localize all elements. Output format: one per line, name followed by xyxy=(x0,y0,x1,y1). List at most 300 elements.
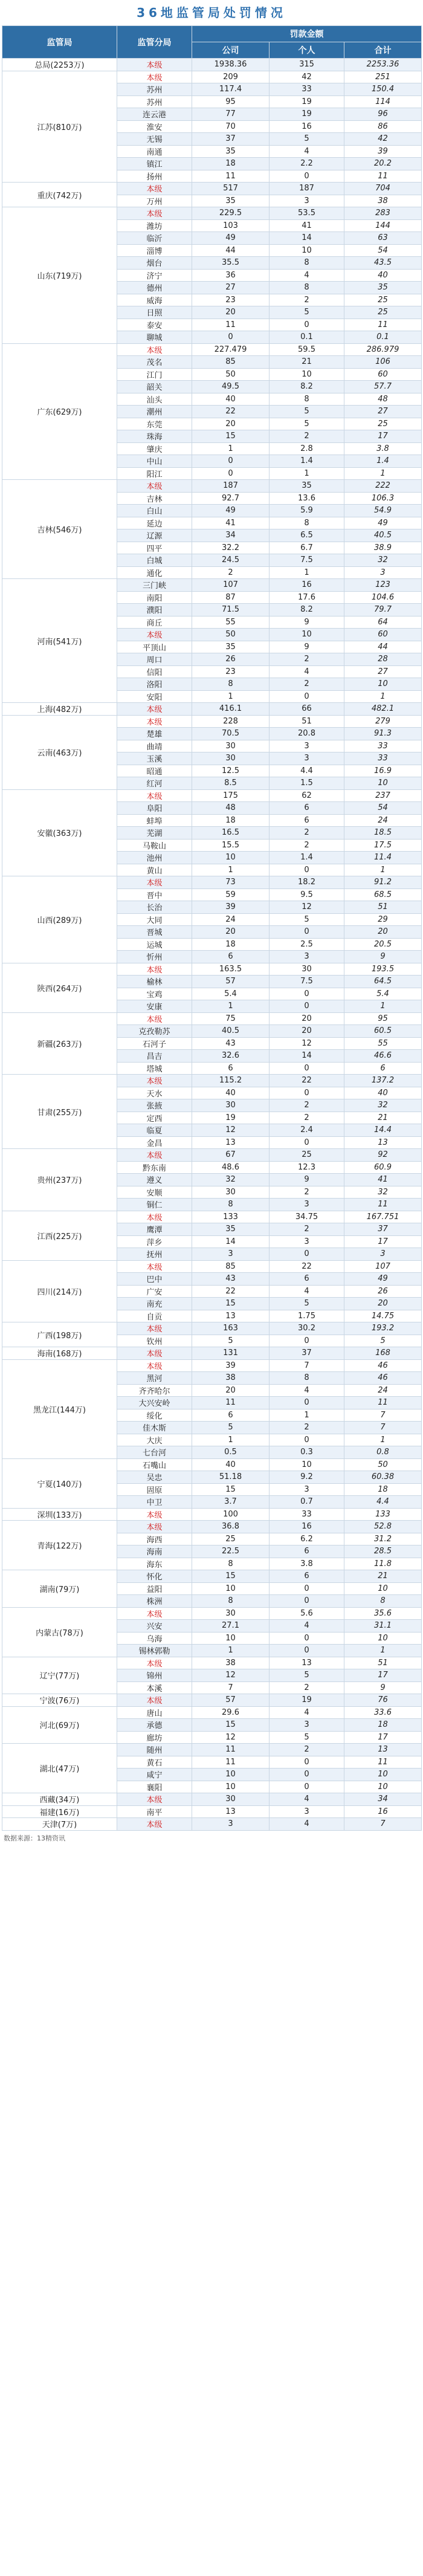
total-fine-cell: 16.9 xyxy=(344,765,422,777)
individual-fine-cell: 9 xyxy=(270,1174,344,1186)
company-fine-cell: 13 xyxy=(192,1136,270,1149)
table-row xyxy=(2,1793,422,1806)
branch-cell: 忻州 xyxy=(117,951,192,963)
bureau-cell: 四川(214万) xyxy=(2,1260,117,1322)
individual-fine-cell: 2 xyxy=(270,1681,344,1694)
bureau-cell: 安徽(363万) xyxy=(2,789,117,876)
company-fine-cell: 2 xyxy=(192,566,270,579)
company-fine-cell: 131 xyxy=(192,1347,270,1360)
company-fine-cell: 44 xyxy=(192,244,270,257)
individual-fine-cell: 17.6 xyxy=(270,591,344,604)
branch-cell: 泰安 xyxy=(117,319,192,331)
total-fine-cell: 283 xyxy=(344,207,422,220)
company-fine-cell: 85 xyxy=(192,356,270,369)
branch-cell: 中山 xyxy=(117,455,192,468)
company-fine-cell: 30 xyxy=(192,752,270,765)
total-fine-cell: 95 xyxy=(344,1012,422,1025)
individual-fine-cell: 8.2 xyxy=(270,604,344,616)
branch-cell: 本级 xyxy=(117,480,192,493)
total-fine-cell: 18.5 xyxy=(344,827,422,840)
branch-cell: 本级 xyxy=(117,703,192,716)
company-fine-cell: 209 xyxy=(192,71,270,83)
individual-fine-cell: 2 xyxy=(270,1099,344,1112)
company-fine-cell: 41 xyxy=(192,517,270,529)
total-fine-cell: 25 xyxy=(344,294,422,306)
branch-cell: 南阳 xyxy=(117,591,192,604)
individual-fine-cell: 42 xyxy=(270,71,344,83)
company-fine-cell: 103 xyxy=(192,219,270,232)
table-row xyxy=(2,1694,422,1707)
individual-fine-cell: 3 xyxy=(270,1805,344,1818)
individual-fine-cell: 0.1 xyxy=(270,331,344,344)
total-fine-cell: 38.9 xyxy=(344,542,422,554)
individual-fine-cell: 12 xyxy=(270,1037,344,1050)
branch-cell: 巴中 xyxy=(117,1273,192,1286)
individual-fine-cell: 4 xyxy=(270,1706,344,1719)
company-fine-cell: 1 xyxy=(192,690,270,703)
total-fine-cell: 17.5 xyxy=(344,839,422,852)
branch-cell: 南通 xyxy=(117,145,192,158)
total-fine-cell: 144 xyxy=(344,219,422,232)
total-fine-cell: 46.6 xyxy=(344,1050,422,1063)
individual-fine-cell: 2 xyxy=(270,827,344,840)
total-fine-cell: 11.4 xyxy=(344,852,422,864)
total-fine-cell: 64 xyxy=(344,616,422,629)
company-fine-cell: 39 xyxy=(192,1359,270,1372)
table-row xyxy=(2,1744,422,1756)
company-fine-cell: 70.5 xyxy=(192,728,270,740)
branch-cell: 安阳 xyxy=(117,690,192,703)
table-row xyxy=(2,1570,422,1583)
total-fine-cell: 34 xyxy=(344,1793,422,1806)
individual-fine-cell: 0 xyxy=(270,1136,344,1149)
bureau-cell: 吉林(546万) xyxy=(2,480,117,579)
header-row-1 xyxy=(2,26,422,42)
total-fine-cell: 91.2 xyxy=(344,876,422,889)
total-fine-cell: 25 xyxy=(344,418,422,430)
branch-cell: 芜湖 xyxy=(117,827,192,840)
bureau-cell: 贵州(237万) xyxy=(2,1149,117,1211)
branch-cell: 本级 xyxy=(117,71,192,83)
table-row xyxy=(2,1347,422,1360)
individual-fine-cell: 53.5 xyxy=(270,207,344,220)
total-fine-cell: 33 xyxy=(344,740,422,752)
total-fine-cell: 24 xyxy=(344,1384,422,1397)
total-fine-cell: 11 xyxy=(344,319,422,331)
company-fine-cell: 15 xyxy=(192,1719,270,1732)
company-fine-cell: 67 xyxy=(192,1149,270,1162)
table-row xyxy=(2,1075,422,1087)
total-fine-cell: 14.4 xyxy=(344,1124,422,1137)
company-fine-cell: 20 xyxy=(192,306,270,319)
company-fine-cell: 27 xyxy=(192,282,270,294)
company-fine-cell: 1938.36 xyxy=(192,59,270,71)
total-fine-cell: 123 xyxy=(344,579,422,592)
total-fine-cell: 7 xyxy=(344,1409,422,1422)
total-fine-cell: 251 xyxy=(344,71,422,83)
branch-cell: 临夏 xyxy=(117,1124,192,1137)
total-fine-cell: 37 xyxy=(344,1223,422,1236)
individual-fine-cell: 13 xyxy=(270,1657,344,1669)
total-fine-cell: 55 xyxy=(344,1037,422,1050)
branch-cell: 江门 xyxy=(117,368,192,381)
total-fine-cell: 1 xyxy=(344,864,422,876)
individual-fine-cell: 1 xyxy=(270,1409,344,1422)
individual-fine-cell: 9 xyxy=(270,641,344,653)
company-fine-cell: 49 xyxy=(192,505,270,517)
bureau-cell: 深圳(133万) xyxy=(2,1508,117,1521)
total-fine-cell: 26 xyxy=(344,1285,422,1298)
total-fine-cell: 63 xyxy=(344,232,422,245)
individual-fine-cell: 5.9 xyxy=(270,505,344,517)
branch-cell: 石嘴山 xyxy=(117,1458,192,1471)
bureau-cell: 总局(2253万) xyxy=(2,59,117,71)
individual-fine-cell: 30.2 xyxy=(270,1322,344,1335)
total-fine-cell: 40 xyxy=(344,269,422,282)
bureau-cell: 江西(225万) xyxy=(2,1211,117,1260)
company-fine-cell: 6 xyxy=(192,1062,270,1075)
total-fine-cell: 54 xyxy=(344,802,422,815)
company-fine-cell: 3 xyxy=(192,1818,270,1831)
individual-fine-cell: 2 xyxy=(270,1223,344,1236)
individual-fine-cell: 10 xyxy=(270,1458,344,1471)
branch-cell: 塔城 xyxy=(117,1062,192,1075)
individual-fine-cell: 5.6 xyxy=(270,1607,344,1620)
individual-fine-cell: 8.2 xyxy=(270,381,344,393)
header-individual: 个人 xyxy=(270,42,344,59)
branch-cell: 锡林郭勒 xyxy=(117,1645,192,1657)
total-fine-cell: 91.3 xyxy=(344,728,422,740)
branch-cell: 万州 xyxy=(117,195,192,207)
individual-fine-cell: 19 xyxy=(270,95,344,108)
total-fine-cell: 11 xyxy=(344,1199,422,1211)
individual-fine-cell: 1.75 xyxy=(270,1310,344,1322)
table-row xyxy=(2,1818,422,1831)
company-fine-cell: 15 xyxy=(192,1570,270,1583)
branch-cell: 四平 xyxy=(117,542,192,554)
individual-fine-cell: 66 xyxy=(270,703,344,716)
total-fine-cell: 17 xyxy=(344,1669,422,1682)
branch-cell: 襄阳 xyxy=(117,1781,192,1793)
table-row xyxy=(2,183,422,195)
company-fine-cell: 57 xyxy=(192,1694,270,1707)
branch-cell: 克孜勒苏 xyxy=(117,1025,192,1038)
branch-cell: 随州 xyxy=(117,1744,192,1756)
individual-fine-cell: 10 xyxy=(270,244,344,257)
branch-cell: 平顶山 xyxy=(117,641,192,653)
individual-fine-cell: 10 xyxy=(270,629,344,641)
company-fine-cell: 37 xyxy=(192,133,270,146)
individual-fine-cell: 0 xyxy=(270,1582,344,1595)
total-fine-cell: 54.9 xyxy=(344,505,422,517)
total-fine-cell: 114 xyxy=(344,95,422,108)
company-fine-cell: 51.18 xyxy=(192,1471,270,1484)
total-fine-cell: 704 xyxy=(344,183,422,195)
company-fine-cell: 10 xyxy=(192,852,270,864)
company-fine-cell: 8 xyxy=(192,1558,270,1570)
individual-fine-cell: 0 xyxy=(270,170,344,183)
branch-cell: 中卫 xyxy=(117,1496,192,1509)
total-fine-cell: 107 xyxy=(344,1260,422,1273)
branch-cell: 德州 xyxy=(117,282,192,294)
table-body xyxy=(2,59,422,1831)
branch-cell: 白城 xyxy=(117,554,192,567)
individual-fine-cell: 1.4 xyxy=(270,455,344,468)
table-row xyxy=(2,963,422,976)
individual-fine-cell: 0 xyxy=(270,1781,344,1793)
branch-cell: 商丘 xyxy=(117,616,192,629)
company-fine-cell: 25 xyxy=(192,1533,270,1545)
table-row xyxy=(2,71,422,83)
branch-cell: 济宁 xyxy=(117,269,192,282)
company-fine-cell: 71.5 xyxy=(192,604,270,616)
individual-fine-cell: 3 xyxy=(270,1235,344,1248)
total-fine-cell: 40.5 xyxy=(344,529,422,542)
company-fine-cell: 49 xyxy=(192,232,270,245)
branch-cell: 本级 xyxy=(117,1075,192,1087)
individual-fine-cell: 25 xyxy=(270,1149,344,1162)
total-fine-cell: 32 xyxy=(344,1186,422,1199)
individual-fine-cell: 2 xyxy=(270,430,344,443)
total-fine-cell: 17 xyxy=(344,1731,422,1744)
total-fine-cell: 5.4 xyxy=(344,988,422,1000)
company-fine-cell: 100 xyxy=(192,1508,270,1521)
source-note: 数据来源：13精资讯 xyxy=(4,1834,65,1842)
table-row xyxy=(2,1359,422,1372)
individual-fine-cell: 37 xyxy=(270,1347,344,1360)
company-fine-cell: 27.1 xyxy=(192,1620,270,1633)
individual-fine-cell: 0 xyxy=(270,1000,344,1013)
total-fine-cell: 20 xyxy=(344,1298,422,1310)
branch-cell: 本溪 xyxy=(117,1681,192,1694)
company-fine-cell: 35 xyxy=(192,641,270,653)
company-fine-cell: 26 xyxy=(192,653,270,666)
company-fine-cell: 95 xyxy=(192,95,270,108)
branch-cell: 张掖 xyxy=(117,1099,192,1112)
branch-cell: 通化 xyxy=(117,566,192,579)
table-row xyxy=(2,1260,422,1273)
individual-fine-cell: 5 xyxy=(270,1298,344,1310)
individual-fine-cell: 5 xyxy=(270,133,344,146)
individual-fine-cell: 16 xyxy=(270,120,344,133)
company-fine-cell: 70 xyxy=(192,120,270,133)
branch-cell: 齐齐哈尔 xyxy=(117,1384,192,1397)
individual-fine-cell: 3 xyxy=(270,1719,344,1732)
company-fine-cell: 14 xyxy=(192,1235,270,1248)
branch-cell: 池州 xyxy=(117,852,192,864)
individual-fine-cell: 2 xyxy=(270,839,344,852)
company-fine-cell: 10 xyxy=(192,1769,270,1781)
company-fine-cell: 35 xyxy=(192,1223,270,1236)
individual-fine-cell: 0 xyxy=(270,1087,344,1099)
total-fine-cell: 17 xyxy=(344,1235,422,1248)
individual-fine-cell: 6.7 xyxy=(270,542,344,554)
branch-cell: 本级 xyxy=(117,1149,192,1162)
company-fine-cell: 10 xyxy=(192,1632,270,1645)
individual-fine-cell: 315 xyxy=(270,59,344,71)
company-fine-cell: 49.5 xyxy=(192,381,270,393)
branch-cell: 遵义 xyxy=(117,1174,192,1186)
branch-cell: 东莞 xyxy=(117,418,192,430)
total-fine-cell: 16 xyxy=(344,1805,422,1818)
branch-cell: 乌海 xyxy=(117,1632,192,1645)
individual-fine-cell: 6.2 xyxy=(270,1533,344,1545)
table-row xyxy=(2,1706,422,1719)
branch-cell: 周口 xyxy=(117,653,192,666)
total-fine-cell: 3 xyxy=(344,1248,422,1261)
company-fine-cell: 38 xyxy=(192,1657,270,1669)
branch-cell: 本级 xyxy=(117,207,192,220)
company-fine-cell: 18 xyxy=(192,814,270,827)
branch-cell: 株洲 xyxy=(117,1595,192,1608)
company-fine-cell: 38 xyxy=(192,1372,270,1385)
branch-cell: 黄石 xyxy=(117,1756,192,1769)
table-row xyxy=(2,1012,422,1025)
branch-cell: 昭通 xyxy=(117,765,192,777)
company-fine-cell: 227.479 xyxy=(192,343,270,356)
branch-cell: 茂名 xyxy=(117,356,192,369)
branch-cell: 榆林 xyxy=(117,976,192,988)
total-fine-cell: 43.5 xyxy=(344,257,422,270)
company-fine-cell: 163.5 xyxy=(192,963,270,976)
bureau-cell: 山东(719万) xyxy=(2,207,117,344)
company-fine-cell: 22.5 xyxy=(192,1545,270,1558)
branch-cell: 本级 xyxy=(117,343,192,356)
total-fine-cell: 222 xyxy=(344,480,422,493)
total-fine-cell: 52.8 xyxy=(344,1521,422,1533)
individual-fine-cell: 2.4 xyxy=(270,1124,344,1137)
total-fine-cell: 20.2 xyxy=(344,158,422,170)
table-row xyxy=(2,579,422,592)
bureau-cell: 福建(16万) xyxy=(2,1805,117,1818)
individual-fine-cell: 6 xyxy=(270,1545,344,1558)
individual-fine-cell: 3 xyxy=(270,752,344,765)
total-fine-cell: 11.8 xyxy=(344,1558,422,1570)
branch-cell: 承德 xyxy=(117,1719,192,1732)
individual-fine-cell: 0 xyxy=(270,1335,344,1347)
branch-cell: 淮安 xyxy=(117,120,192,133)
total-fine-cell: 193.5 xyxy=(344,963,422,976)
individual-fine-cell: 2.5 xyxy=(270,938,344,951)
company-fine-cell: 40 xyxy=(192,393,270,406)
company-fine-cell: 48.6 xyxy=(192,1161,270,1174)
branch-cell: 唐山 xyxy=(117,1706,192,1719)
company-fine-cell: 117.4 xyxy=(192,83,270,96)
branch-cell: 韶关 xyxy=(117,381,192,393)
branch-cell: 濮阳 xyxy=(117,604,192,616)
header-total: 合计 xyxy=(344,42,422,59)
company-fine-cell: 34 xyxy=(192,529,270,542)
individual-fine-cell: 0 xyxy=(270,864,344,876)
company-fine-cell: 20 xyxy=(192,1384,270,1397)
company-fine-cell: 18 xyxy=(192,938,270,951)
total-fine-cell: 86 xyxy=(344,120,422,133)
branch-cell: 石河子 xyxy=(117,1037,192,1050)
company-fine-cell: 32.2 xyxy=(192,542,270,554)
individual-fine-cell: 2 xyxy=(270,653,344,666)
company-fine-cell: 7 xyxy=(192,1681,270,1694)
branch-cell: 安康 xyxy=(117,1000,192,1013)
individual-fine-cell: 4 xyxy=(270,1384,344,1397)
bureau-cell: 云南(463万) xyxy=(2,715,117,789)
branch-cell: 红河 xyxy=(117,777,192,790)
company-fine-cell: 50 xyxy=(192,629,270,641)
branch-cell: 锦州 xyxy=(117,1669,192,1682)
bureau-cell: 上海(482万) xyxy=(2,703,117,716)
bureau-cell: 辽宁(77万) xyxy=(2,1657,117,1694)
individual-fine-cell: 6 xyxy=(270,1570,344,1583)
total-fine-cell: 68.5 xyxy=(344,888,422,901)
branch-cell: 玉溪 xyxy=(117,752,192,765)
company-fine-cell: 1 xyxy=(192,1434,270,1446)
company-fine-cell: 12.5 xyxy=(192,765,270,777)
total-fine-cell: 7 xyxy=(344,1818,422,1831)
table-row xyxy=(2,1149,422,1162)
bureau-cell: 新疆(263万) xyxy=(2,1012,117,1075)
branch-cell: 连云港 xyxy=(117,108,192,121)
branch-cell: 本级 xyxy=(117,1793,192,1806)
company-fine-cell: 40 xyxy=(192,1087,270,1099)
total-fine-cell: 33.6 xyxy=(344,1706,422,1719)
branch-cell: 海南 xyxy=(117,1545,192,1558)
individual-fine-cell: 59.5 xyxy=(270,343,344,356)
total-fine-cell: 79.7 xyxy=(344,604,422,616)
bureau-cell: 山西(289万) xyxy=(2,876,117,963)
company-fine-cell: 35 xyxy=(192,145,270,158)
company-fine-cell: 8 xyxy=(192,678,270,691)
total-fine-cell: 482.1 xyxy=(344,703,422,716)
branch-cell: 七台河 xyxy=(117,1446,192,1459)
total-fine-cell: 133 xyxy=(344,1508,422,1521)
bureau-cell: 内蒙古(78万) xyxy=(2,1607,117,1657)
individual-fine-cell: 2 xyxy=(270,1112,344,1124)
total-fine-cell: 46 xyxy=(344,1359,422,1372)
total-fine-cell: 13 xyxy=(344,1744,422,1756)
total-fine-cell: 32 xyxy=(344,554,422,567)
branch-cell: 无锡 xyxy=(117,133,192,146)
individual-fine-cell: 187 xyxy=(270,183,344,195)
branch-cell: 阳江 xyxy=(117,467,192,480)
total-fine-cell: 50 xyxy=(344,1458,422,1471)
individual-fine-cell: 5 xyxy=(270,1669,344,1682)
branch-cell: 信阳 xyxy=(117,665,192,678)
table-row xyxy=(2,480,422,493)
total-fine-cell: 28 xyxy=(344,653,422,666)
table-row xyxy=(2,207,422,220)
individual-fine-cell: 34.75 xyxy=(270,1211,344,1223)
branch-cell: 抚州 xyxy=(117,1248,192,1261)
bureau-cell: 河南(541万) xyxy=(2,579,117,703)
branch-cell: 廊坊 xyxy=(117,1731,192,1744)
table-row xyxy=(2,343,422,356)
total-fine-cell: 237 xyxy=(344,789,422,802)
company-fine-cell: 11 xyxy=(192,319,270,331)
individual-fine-cell: 14 xyxy=(270,1050,344,1063)
total-fine-cell: 150.4 xyxy=(344,83,422,96)
individual-fine-cell: 8 xyxy=(270,1372,344,1385)
individual-fine-cell: 33 xyxy=(270,83,344,96)
individual-fine-cell: 4 xyxy=(270,1285,344,1298)
company-fine-cell: 32.6 xyxy=(192,1050,270,1063)
total-fine-cell: 6 xyxy=(344,1062,422,1075)
individual-fine-cell: 33 xyxy=(270,1508,344,1521)
total-fine-cell: 60 xyxy=(344,629,422,641)
individual-fine-cell: 19 xyxy=(270,1694,344,1707)
company-fine-cell: 19 xyxy=(192,1112,270,1124)
branch-cell: 苏州 xyxy=(117,95,192,108)
individual-fine-cell: 4 xyxy=(270,145,344,158)
individual-fine-cell: 30 xyxy=(270,963,344,976)
